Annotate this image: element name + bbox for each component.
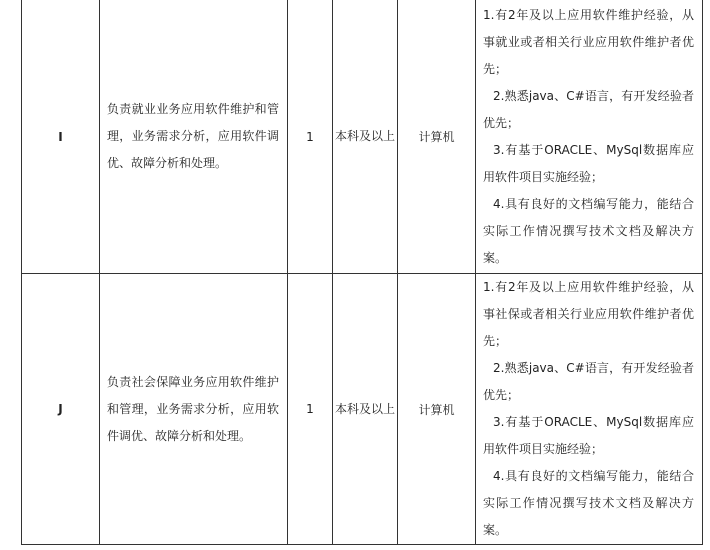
job-duty-text: 负责社会保障业务应用软件维护和管理，业务需求分析，应用软件调优、故障分析和处理。	[107, 374, 279, 443]
requirement-item: 3.有基于ORACLE、MySql数据库应用软件项目实施经验；	[483, 415, 694, 456]
requirements-cell	[476, 0, 703, 274]
requirement-item: 1.有2年及以上应用软件维护经验，从事社保或者相关行业应用软件维护者优先；	[483, 280, 694, 348]
position-code: J	[22, 274, 100, 545]
major-requirement: 计算机	[398, 0, 476, 274]
requirements-list	[476, 2, 702, 272]
position-code: I	[22, 0, 100, 274]
requirements-list	[476, 274, 702, 544]
table-row	[22, 0, 703, 274]
requirement-item: 1.有2年及以上应用软件维护经验，从事就业或者相关行业应用软件维护者优先；	[483, 7, 694, 76]
job-duty-cell	[100, 274, 288, 545]
job-duty-cell	[100, 0, 288, 274]
requirements-cell	[476, 274, 703, 545]
job-duty-text: 负责就业业务应用软件维护和管理，业务需求分析，应用软件调优、故障分析和处理。	[107, 102, 279, 170]
requirement-item: 3.有基于ORACLE、MySql数据库应用软件项目实施经验；	[483, 142, 694, 184]
requirement-item: 4.具有良好的文档编写能力，能结合实际工作情况撰写技术文档及解决方案。	[483, 469, 694, 537]
requirement-item: 4.具有良好的文档编写能力，能结合实际工作情况撰写技术文档及解决方案。	[483, 196, 694, 265]
major-requirement: 计算机	[398, 274, 476, 545]
headcount: 1	[288, 274, 333, 545]
education-requirement: 本科及以上	[333, 274, 398, 545]
education-requirement: 本科及以上	[333, 0, 398, 274]
headcount: 1	[288, 0, 333, 274]
requirement-item: 2.熟悉java、C#语言，有开发经验者优先；	[483, 361, 694, 402]
job-requirements-table	[21, 0, 703, 545]
table-row	[22, 274, 703, 545]
requirement-item: 2.熟悉java、C#语言，有开发经验者优先；	[483, 88, 694, 130]
